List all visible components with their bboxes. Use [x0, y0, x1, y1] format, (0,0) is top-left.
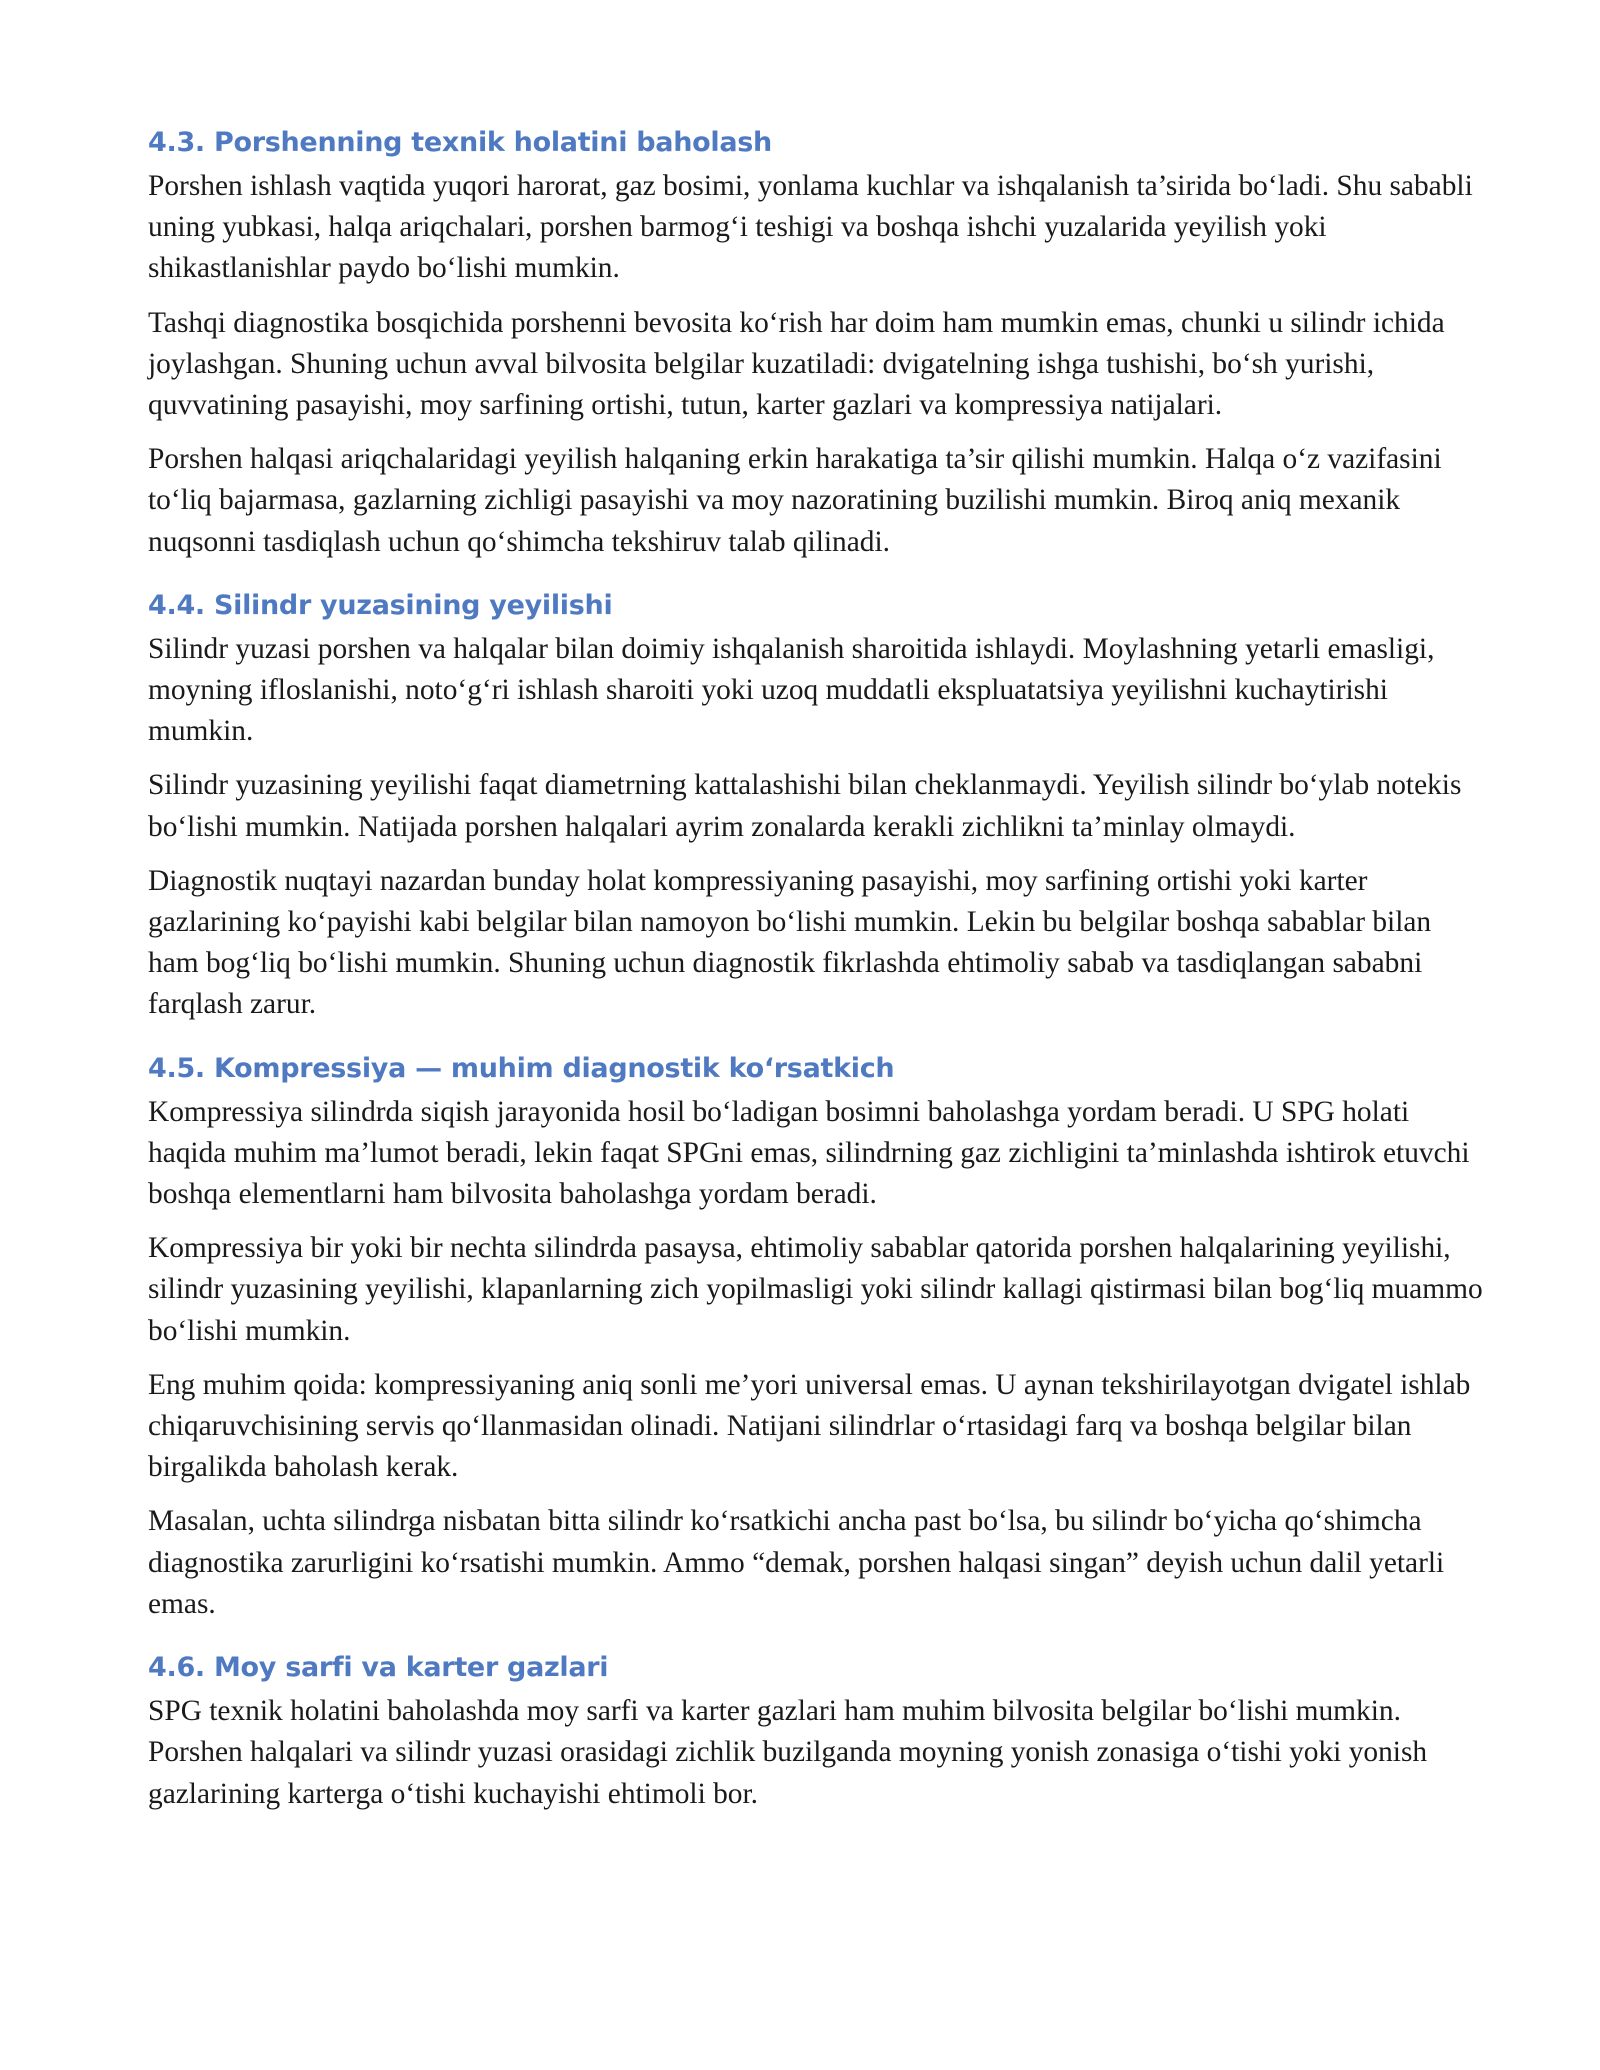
section-heading: 4.4. Silindr yuzasining yeyilishi [148, 589, 613, 621]
section-4-4 [148, 589, 1488, 1026]
section-4-5 [148, 1052, 1488, 1625]
paragraph: Kompressiya silindrda siqish jarayonida hosil bo‘ladigan bosimni baholashga yordam beradi. U SPG holati haqida muhim ma’lumot beradi, lekin faqat SPGni emas, silindrning gaz zichligini ta’minlashda ishtirok etuvchi boshqa elementlarni ham bilvosita baholashga yordam beradi. [148, 1095, 1470, 1211]
section-4-3 [148, 126, 1488, 563]
paragraph: Kompressiya bir yoki bir nechta silindrda pasaysa, ehtimoliy sabablar qatorida porshen halqalarining yeyilishi, silindr yuzasining yeyilishi, klapanlarning zich yopilmasligi yoki silindr kallagi qistirmasi bilan bog‘liq muammo bo‘lishi mumkin. [148, 1232, 1483, 1347]
document-page [148, 126, 1488, 1841]
paragraph: Porshen ishlash vaqtida yuqori harorat, gaz bosimi, yonlama kuchlar va ishqalanish ta’sirida bo‘ladi. Shu sababli uning yubkasi, halqa ariqchalari, porshen barmog‘i teshigi va boshqa ishchi yuzalarida yeyilish yoki shikastlanishlar paydo bo‘lishi mumkin. [148, 170, 1473, 285]
paragraph: Silindr yuzasining yeyilishi faqat diametrning kattalashishi bilan cheklanmaydi. Yeyilish silindr bo‘ylab notekis bo‘lishi mumkin. Natijada porshen halqalari ayrim zonalarda kerakli zichlikni ta’minlay olmaydi. [148, 769, 1462, 843]
paragraph: SPG texnik holatini baholashda moy sarfi va karter gazlari ham muhim bilvosita belgilar bo‘lishi mumkin. Porshen halqalari va silindr yuzasi orasidagi zichlik buzilganda moyning yonish zonasiga o‘tishi yoki yonish gazlarining karterga o‘tishi kuchayishi ehtimoli bor. [148, 1695, 1428, 1810]
section-heading: 4.6. Moy sarfi va karter gazlari [148, 1652, 609, 1684]
section-heading: 4.5. Kompressiya — muhim diagnostik ko‘rsatkich [148, 1052, 895, 1084]
section-heading: 4.3. Porshenning texnik holatini baholash [148, 127, 772, 158]
paragraph: Porshen halqasi ariqchalaridagi yeyilish halqaning erkin harakatiga ta’sir qilishi mumkin. Halqa o‘z vazifasini to‘liq bajarmasa, gazlarning zichligi pasayishi va moy nazoratining buzilishi mumkin. Biroq aniq mexanik nuqsonni tasdiqlash uchun qo‘shimcha tekshiruv talab qilinadi. [148, 443, 1442, 558]
paragraph: Eng muhim qoida: kompressiyaning aniq sonli me’yori universal emas. U aynan tekshirilayotgan dvigatel ishlab chiqaruvchisining servis qo‘llanmasidan olinadi. Natijani silindrlar o‘rtasidagi farq va boshqa belgilar bilan birgalikda baholash kerak. [148, 1368, 1471, 1484]
paragraph: Tashqi diagnostika bosqichida porshenni bevosita ko‘rish har doim ham mumkin emas, chunki u silindr ichida joylashgan. Shuning uchun avval bilvosita belgilar kuzatiladi: dvigatelning ishga tushishi, bo‘sh yurishi, quvvatining pasayishi, moy sarfining ortishi, tutun, karter gazlari va kompressiya natijalari. [148, 306, 1445, 422]
paragraph: Diagnostik nuqtayi nazardan bunday holat kompressiyaning pasayishi, moy sarfining ortishi yoki karter gazlarining ko‘payishi kabi belgilar bilan namoyon bo‘lishi mumkin. Lekin bu belgilar boshqa sabablar bilan ham bog‘liq bo‘lishi mumkin. Shuning uchun diagnostik fikrlashda ehtimoliy sabab va tasdiqlangan sababni farqlash zarur. [148, 864, 1432, 1021]
paragraph: Silindr yuzasi porshen va halqalar bilan doimiy ishqalanish sharoitida ishlaydi. Moylashning yetarli emasligi, moyning ifloslanishi, noto‘g‘ri ishlash sharoiti yoki uzoq muddatli ekspluatatsiya yeyilishni kuchaytirishi mumkin. [148, 632, 1435, 748]
paragraph: Masalan, uchta silindrga nisbatan bitta silindr ko‘rsatkichi ancha past bo‘lsa, bu silindr bo‘yicha qo‘shimcha diagnostika zarurligini ko‘rsatishi mumkin. Ammo “demak, porshen halqasi singan” deyish uchun dalil yetarli emas. [148, 1505, 1445, 1620]
section-4-6 [148, 1651, 1488, 1815]
